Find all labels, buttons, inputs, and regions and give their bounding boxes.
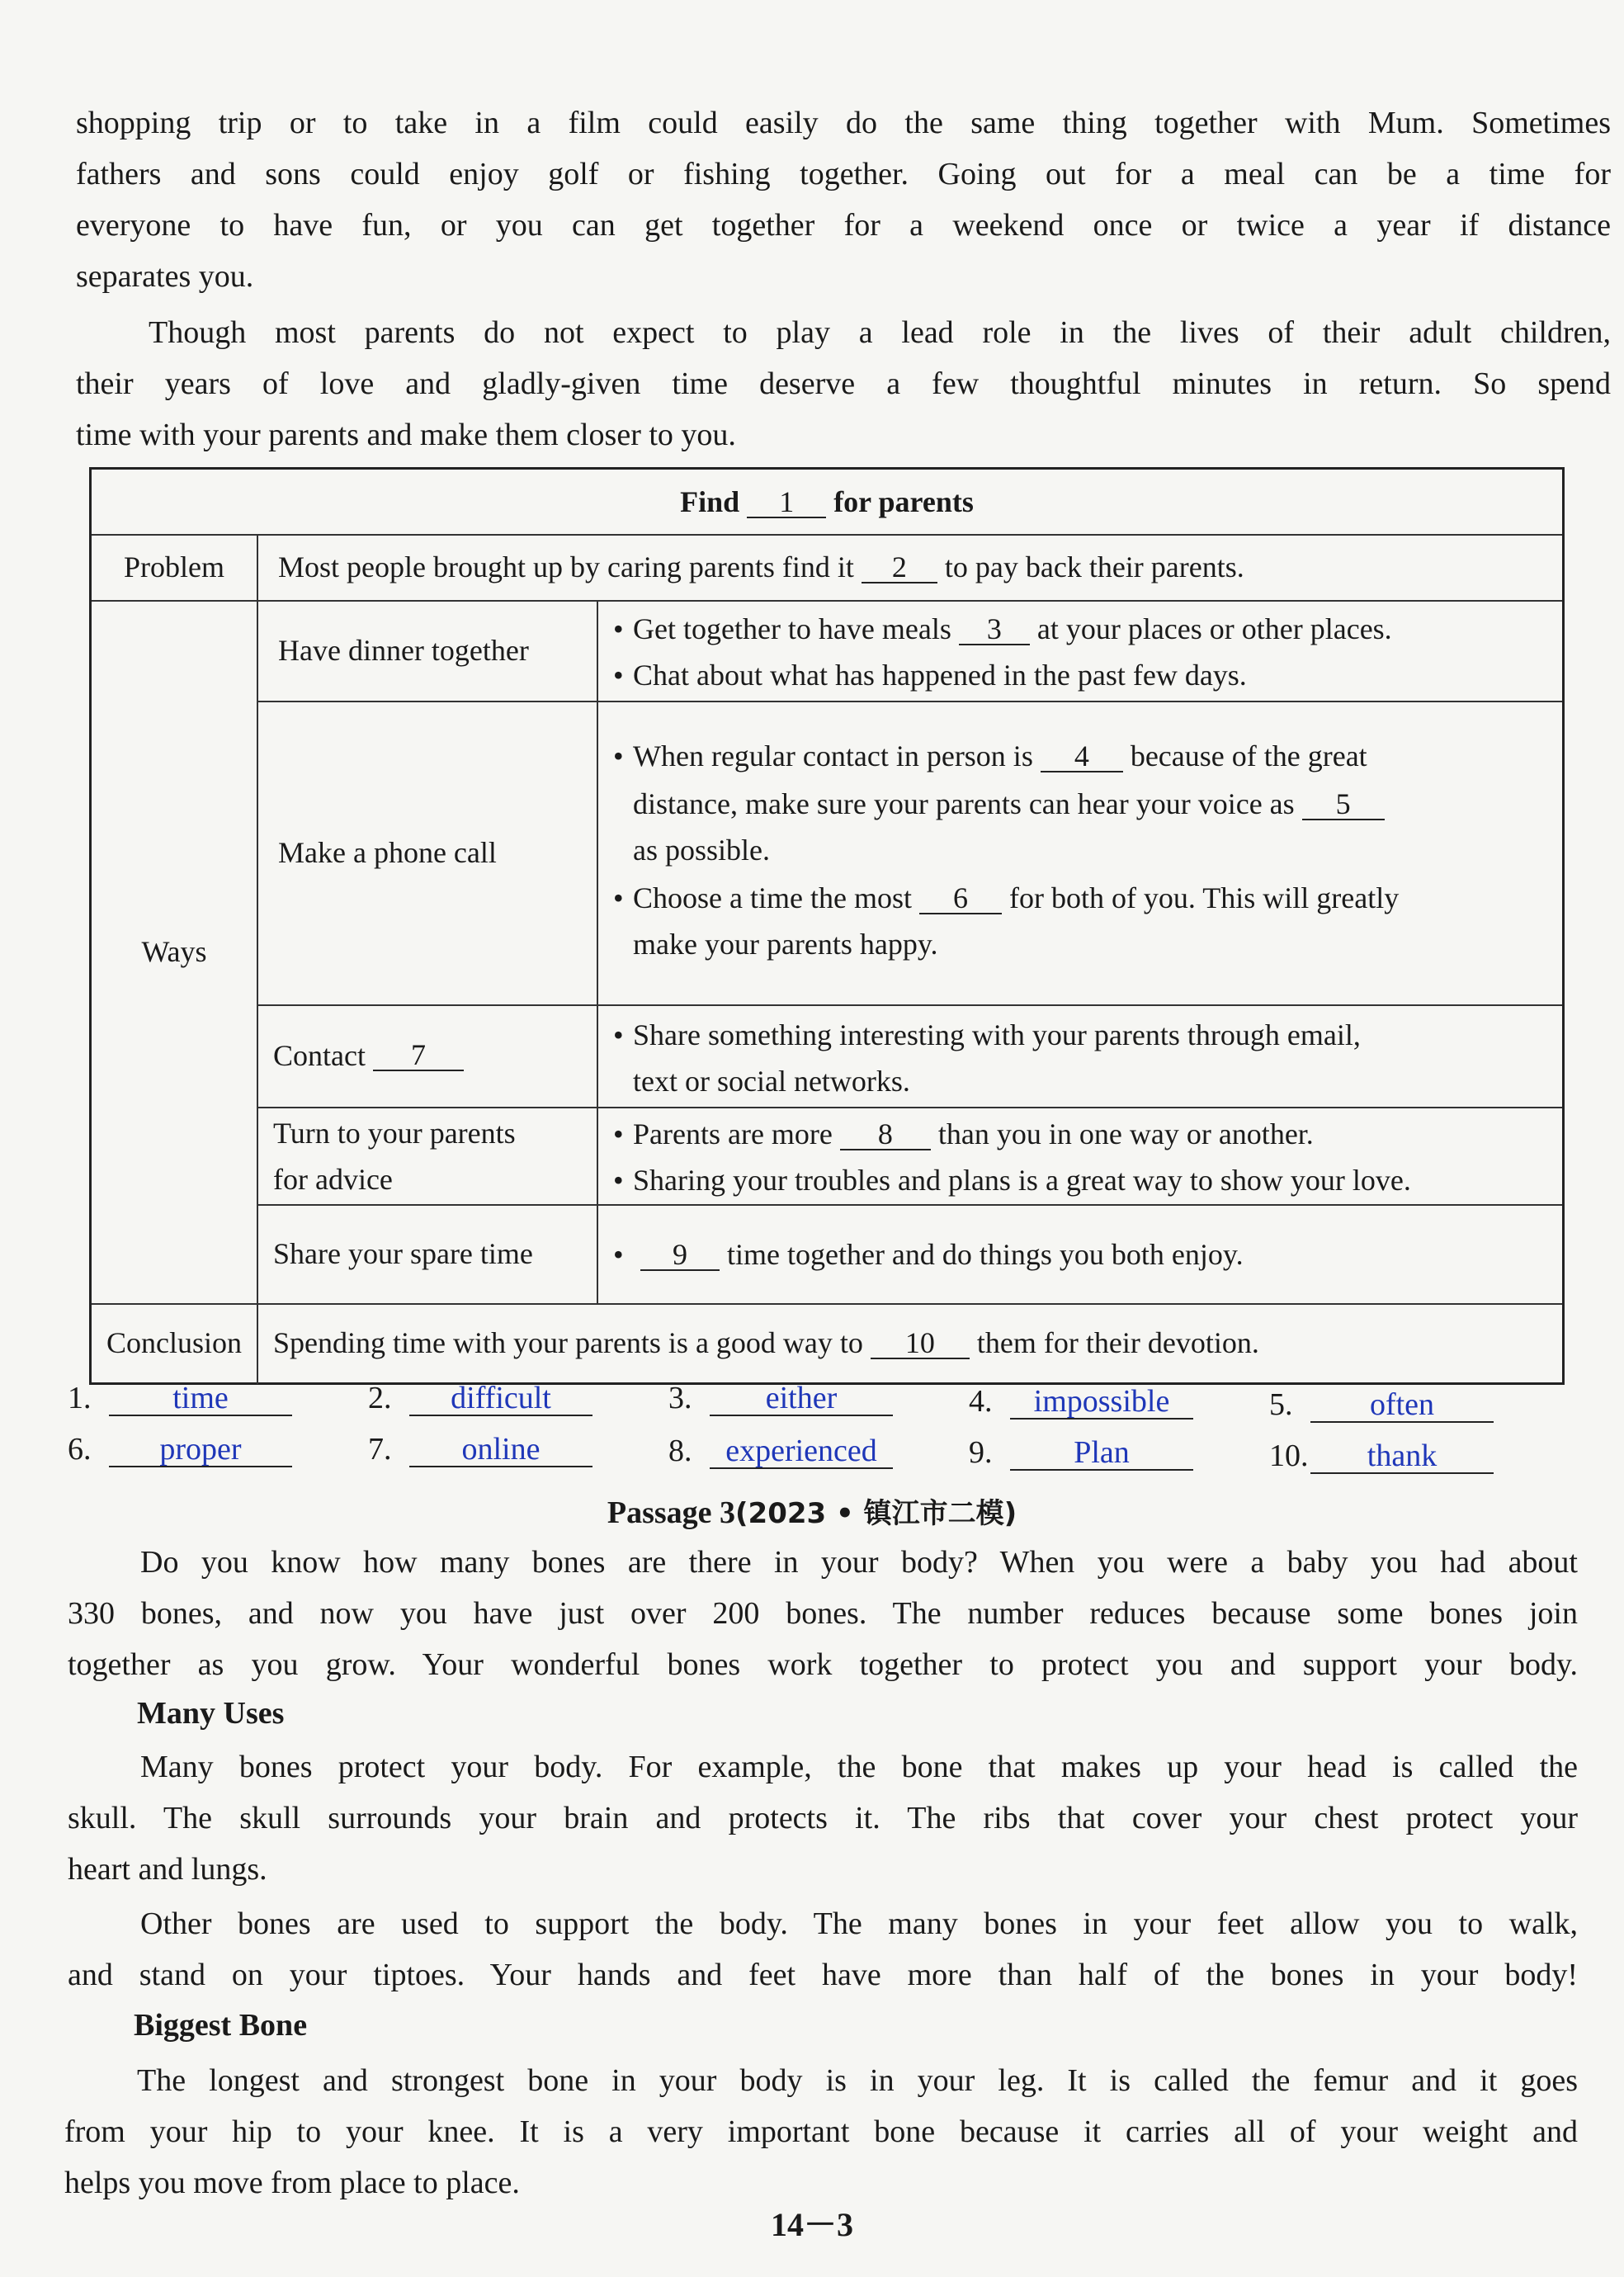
blank-7: 7 [373, 1040, 464, 1071]
answer-item [969, 1383, 1193, 1420]
bullet-text: Chat about what has happened in the past few days. [633, 659, 1247, 692]
spare-bullet-1 [613, 1231, 1244, 1278]
answer-number: 7. [368, 1432, 392, 1467]
answer-value: often [1310, 1388, 1494, 1423]
bullet-icon: • [613, 612, 624, 645]
blank-1: 1 [747, 487, 826, 518]
advice-label-line: Turn to your parents [273, 1117, 516, 1150]
blank-2: 2 [862, 552, 937, 583]
answer-number: 8. [668, 1434, 692, 1468]
text-line: everyone to have fun, or you can get together for a weekend once or twice a year if distance [76, 208, 1611, 243]
dinner-bullet-1 [613, 605, 1392, 653]
problem-text-post: to pay back their parents. [944, 550, 1244, 583]
conclusion-text-pre: Spending time with your parents is a good way to [273, 1326, 863, 1359]
blank-4: 4 [1041, 741, 1123, 772]
advice-label [273, 1107, 592, 1204]
answer-value: Plan [1010, 1436, 1193, 1471]
dinner-bullet-2 [613, 651, 1247, 699]
passage-title-text: Passage 3 [607, 1495, 736, 1530]
dinner-label: Have dinner together [278, 634, 529, 667]
bullet-icon: • [613, 659, 624, 692]
problem-label: Problem [124, 550, 224, 583]
answer-value: time [109, 1382, 292, 1416]
summary-table [89, 467, 1565, 1385]
passage-paragraph-4 [64, 2055, 1578, 2209]
answer-number: 5. [1269, 1387, 1293, 1422]
conclusion-text-post: them for their devotion. [976, 1326, 1259, 1359]
phone-bullet-1-line3: as possible. [633, 834, 770, 867]
text-line: The longest and strongest bone in your body is in your leg. It is called the femur and it goes [137, 2063, 1578, 2098]
bullet-text: time together and do things you both enjoy. [727, 1238, 1244, 1271]
contact-bullet-1 [613, 1011, 1361, 1059]
bullet-icon: • [613, 1117, 624, 1150]
blank-10: 10 [871, 1328, 970, 1359]
table-title [92, 470, 1562, 534]
passage-paragraph-2 [68, 1741, 1578, 1895]
conclusion-text [273, 1303, 1544, 1382]
bullet-icon: • [613, 739, 624, 772]
bullet-text: When regular contact in person is [633, 739, 1033, 772]
passage-paragraph-1 [68, 1537, 1578, 1690]
passage-title [0, 1490, 1624, 1531]
contact-label-text: Contact [273, 1039, 366, 1072]
answer-value: thank [1310, 1439, 1494, 1474]
intro-paragraph [76, 97, 1611, 302]
bullet-text: Sharing your troubles and plans is a great way to show your love. [633, 1164, 1411, 1197]
text-line: skull. The skull surrounds your brain and protects it. The ribs that cover your chest protect your [68, 1801, 1578, 1835]
text-line: time with your parents and make them closer to you. [76, 418, 736, 452]
text-line: Do you know how many bones are there in your body? When you were a baby you had about [140, 1545, 1578, 1580]
answer-value: either [710, 1382, 893, 1416]
bullet-text: Get together to have meals [633, 612, 951, 645]
bullet-text: distance, make sure your parents can hear your voice as [633, 787, 1295, 820]
bullet-text: Share something interesting with your parents through email, [633, 1018, 1361, 1051]
answer-item [1269, 1387, 1494, 1423]
answer-item [368, 1380, 592, 1416]
table-title-text: Find [680, 485, 740, 518]
answer-item [969, 1434, 1193, 1471]
answer-number: 10. [1269, 1438, 1309, 1473]
text-line: heart and lungs. [68, 1852, 267, 1887]
blank-6: 6 [919, 883, 1002, 914]
phone-bullet-1 [613, 732, 1367, 780]
page-number: 14－3 [771, 2206, 853, 2243]
passage-paragraph-3 [68, 1898, 1578, 2001]
text-line: Other bones are used to support the body. The many bones in your feet allow you to walk, [140, 1906, 1578, 1941]
phone-bullet-1-line2 [633, 780, 1385, 828]
text-line: shopping trip or to take in a film could easily do the same thing together with Mum. Sometimes [76, 106, 1611, 140]
bullet-icon: • [613, 1018, 624, 1051]
text-line: from your hip to your knee. It is a very important bone because it carries all of your weight and [64, 2114, 1578, 2149]
bullet-text: for both of you. This will greatly [1008, 881, 1400, 914]
advice-bullet-1 [613, 1110, 1314, 1158]
bullet-icon: • [613, 1238, 624, 1271]
answer-number: 3. [668, 1381, 692, 1415]
phone-bullet-2 [613, 874, 1399, 922]
closing-paragraph [76, 307, 1611, 461]
text-line: 330 bones, and now you have just over 200 bones. The number reduces because some bones join [68, 1596, 1578, 1631]
answer-item [668, 1380, 893, 1416]
advice-bullet-2 [613, 1156, 1411, 1204]
answer-value: difficult [409, 1382, 592, 1416]
conclusion-label: Conclusion [106, 1326, 242, 1359]
answer-item [68, 1431, 292, 1467]
blank-5: 5 [1302, 789, 1385, 820]
bullet-text: at your places or other places. [1036, 612, 1392, 645]
answer-number: 1. [68, 1381, 92, 1415]
contact-bullet-1-line2: text or social networks. [633, 1065, 910, 1098]
bullet-text: Parents are more [633, 1117, 833, 1150]
bullet-icon: • [613, 881, 624, 914]
passage-source: (2023 • 镇江市二模) [735, 1497, 1017, 1530]
answer-value: impossible [1010, 1385, 1193, 1420]
contact-label [273, 1004, 592, 1107]
answer-number: 9. [969, 1435, 993, 1470]
answer-number: 2. [368, 1381, 392, 1415]
blank-9: 9 [640, 1240, 720, 1271]
answer-item [668, 1433, 893, 1469]
answer-value: proper [109, 1433, 292, 1467]
section-heading-many-uses: Many Uses [137, 1696, 285, 1731]
bullet-text: Choose a time the most [633, 881, 912, 914]
answer-value: online [409, 1433, 592, 1467]
bullet-text: because of the great [1130, 739, 1367, 772]
text-line: their years of love and gladly-given time deserve a few thoughtful minutes in return. So spend [76, 366, 1611, 401]
advice-label-line: for advice [273, 1163, 393, 1196]
section-heading-biggest-bone: Biggest Bone [134, 2008, 308, 2043]
phone-bullet-2-line2: make your parents happy. [633, 928, 938, 961]
answer-item [368, 1431, 592, 1467]
text-line: Though most parents do not expect to play a lead role in the lives of their adult children, [149, 315, 1611, 350]
blank-3: 3 [959, 614, 1030, 645]
problem-text-pre: Most people brought up by caring parents find it [278, 550, 854, 583]
spare-label: Share your spare time [273, 1237, 533, 1270]
text-line: Many bones protect your body. For example, the bone that makes up your head is called the [140, 1750, 1578, 1784]
ways-label: Ways [141, 935, 207, 968]
text-line: together as you grow. Your wonderful bones work together to protect you and support your body. [68, 1647, 1578, 1682]
answer-item [68, 1380, 292, 1416]
answer-item [1269, 1438, 1494, 1474]
phone-label: Make a phone call [278, 836, 497, 869]
table-title-text: for parents [833, 485, 974, 518]
text-line: separates you. [76, 259, 254, 294]
answer-key [0, 1380, 1624, 1487]
answer-number: 6. [68, 1432, 92, 1467]
bullet-text: than you in one way or another. [937, 1117, 1314, 1150]
answer-value: experienced [710, 1434, 893, 1469]
bullet-icon: • [613, 1164, 624, 1197]
answer-number: 4. [969, 1384, 993, 1419]
text-line: and stand on your tiptoes. Your hands and feet have more than half of the bones in your body! [68, 1958, 1578, 1992]
blank-8: 8 [840, 1119, 931, 1150]
text-line: fathers and sons could enjoy golf or fishing together. Going out for a meal can be a time for [76, 157, 1611, 191]
problem-text [278, 534, 1549, 600]
text-line: helps you move from place to place. [64, 2166, 520, 2200]
